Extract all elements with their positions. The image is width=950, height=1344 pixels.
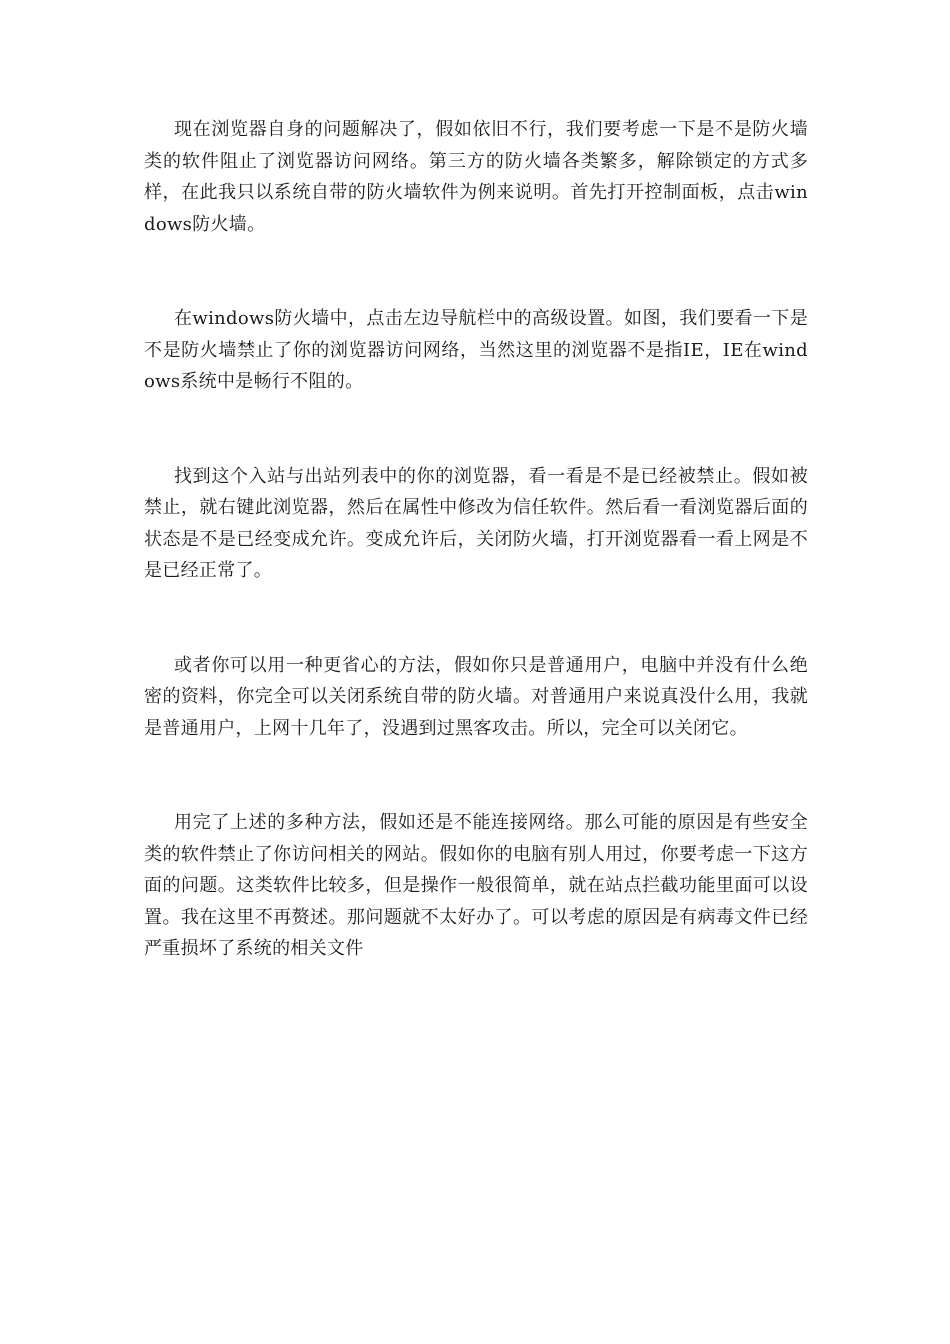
- paragraph-gap: [144, 240, 808, 303]
- paragraph-1: 现在浏览器自身的问题解决了，假如依旧不行，我们要考虑一下是不是防火墙类的软件阻止了浏览器访问网络。第三方的防火墙各类繁多，解除锁定的方式多样，在此我只以系统自带的防火墙软件为例来说明。首先打开控制面板，点击windows防火墙。: [144, 119, 808, 235]
- paragraph-2: 在windows防火墙中，点击左边导航栏中的高级设置。如图，我们要看一下是不是防火墙禁止了你的浏览器访问网络，当然这里的浏览器不是指IE，IE在windows系统中是畅行不阻的。: [144, 308, 808, 392]
- paragraph-gap: [144, 398, 808, 461]
- paragraph-gap: [144, 744, 808, 807]
- document-body: [144, 114, 808, 965]
- paragraph-5: 用完了上述的多种方法，假如还是不能连接网络。那么可能的原因是有些安全类的软件禁止了你访问相关的网站。假如你的电脑有别人用过，你要考虑一下这方面的问题。这类软件比较多，但是操作一般很简单，就在站点拦截功能里面可以设置。我在这里不再赘述。那问题就不太好办了。可以考虑的原因是有病毒文件已经严重损坏了系统的相关文件: [144, 812, 808, 959]
- paragraph-4: 或者你可以用一种更省心的方法，假如你只是普通用户，电脑中并没有什么绝密的资料，你完全可以关闭系统自带的防火墙。对普通用户来说真没什么用，我就是普通用户，上网十几年了，没遇到过黑客攻击。所以，完全可以关闭它。: [144, 654, 808, 739]
- paragraph-gap: [144, 587, 808, 650]
- paragraph-3: 找到这个入站与出站列表中的你的浏览器，看一看是不是已经被禁止。假如被禁止，就右键此浏览器，然后在属性中修改为信任软件。然后看一看浏览器后面的状态是不是已经变成允许。变成允许后，关闭防火墙，打开浏览器看一看上网是不是已经正常了。: [144, 465, 808, 581]
